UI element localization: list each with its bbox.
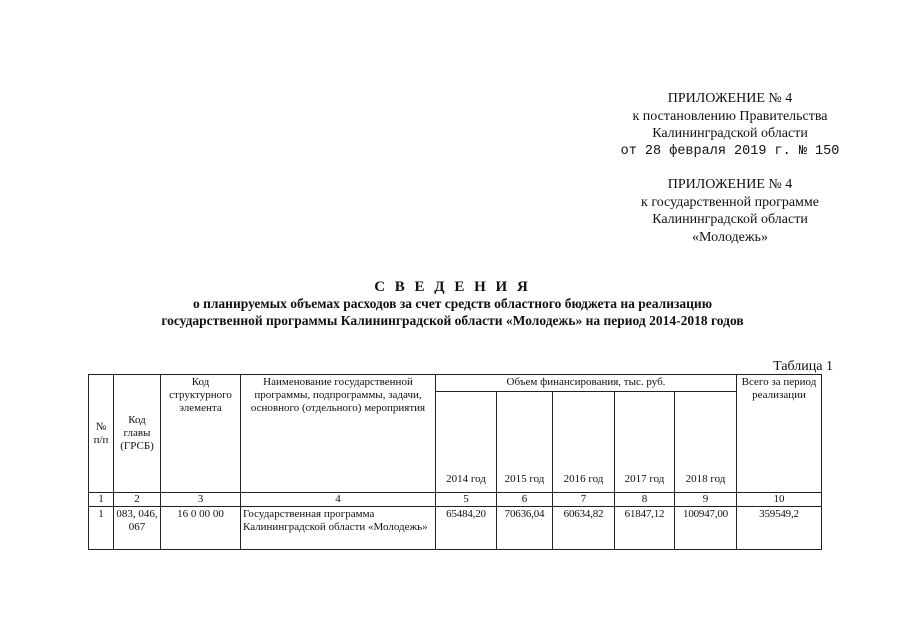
column-number: 8: [615, 493, 675, 507]
document-subtitle-line1: о планируемых объемах расходов за счет средств областного бюджета на реализацию: [192, 296, 713, 311]
appendix-program-line2: Калининградской области: [652, 212, 808, 227]
column-number: 1: [89, 493, 114, 507]
row-value-2018: 100947,00: [675, 507, 737, 550]
header-year-2017: 2017 год: [615, 392, 675, 493]
appendix-program-title: ПРИЛОЖЕНИЕ № 4: [667, 177, 793, 192]
row-chapter-code: 083, 046, 067: [114, 507, 161, 550]
column-number-row: [89, 493, 822, 507]
header-year-2014: 2014 год: [436, 392, 497, 493]
column-number: 7: [553, 493, 615, 507]
row-value-2016: 60634,82: [553, 507, 615, 550]
header-name: Наименование государственной программы, подпрограммы, задачи, основного (отдельного) мероприятия: [241, 375, 436, 493]
header-funding-group: Объем финансирования, тыс. руб.: [436, 375, 737, 392]
header-year-2015: 2015 год: [497, 392, 553, 493]
table-caption: Таблица 1: [773, 359, 833, 374]
row-name: Государственная программа Калининградской области «Молодежь»: [241, 507, 436, 550]
row-total: 359549,2: [737, 507, 822, 550]
header-year-2018: 2018 год: [675, 392, 737, 493]
header-year-2016: 2016 год: [553, 392, 615, 493]
column-number: 10: [737, 493, 822, 507]
row-number: 1: [89, 507, 114, 550]
column-number: 4: [241, 493, 436, 507]
header-structural-code: Код структурного элемента: [161, 375, 241, 493]
document-subtitle-line2: государственной программы Калининградской области «Молодежь» на период 2014-2018 годов: [161, 313, 744, 328]
header-number: № п/п: [89, 375, 114, 493]
column-number: 2: [114, 493, 161, 507]
appendix-program-line3: «Молодежь»: [692, 229, 768, 245]
appendix-government-title: ПРИЛОЖЕНИЕ № 4: [667, 91, 793, 106]
document-title: С В Е Д Е Н И Я: [374, 279, 531, 295]
appendix-program-block: [560, 176, 900, 246]
header-chapter-code: Код главы (ГРСБ): [114, 375, 161, 493]
appendix-government-line1: к постановлению Правительства: [632, 108, 828, 124]
table-row: [89, 507, 822, 550]
appendix-government-block: [560, 90, 900, 160]
column-number: 3: [161, 493, 241, 507]
row-value-2014: 65484,20: [436, 507, 497, 550]
row-structural-code: 16 0 00 00: [161, 507, 241, 550]
column-number: 6: [497, 493, 553, 507]
column-number: 5: [436, 493, 497, 507]
column-number: 9: [675, 493, 737, 507]
appendix-government-line2: Калининградской области: [652, 126, 808, 141]
header-total: Всего за период реализации: [737, 375, 822, 493]
budget-table: [88, 374, 822, 550]
row-value-2017: 61847,12: [615, 507, 675, 550]
row-value-2015: 70636,04: [497, 507, 553, 550]
appendix-program-line1: к государственной программе: [641, 194, 819, 210]
appendix-government-date: от 28 февраля 2019 г. № 150: [620, 143, 840, 159]
